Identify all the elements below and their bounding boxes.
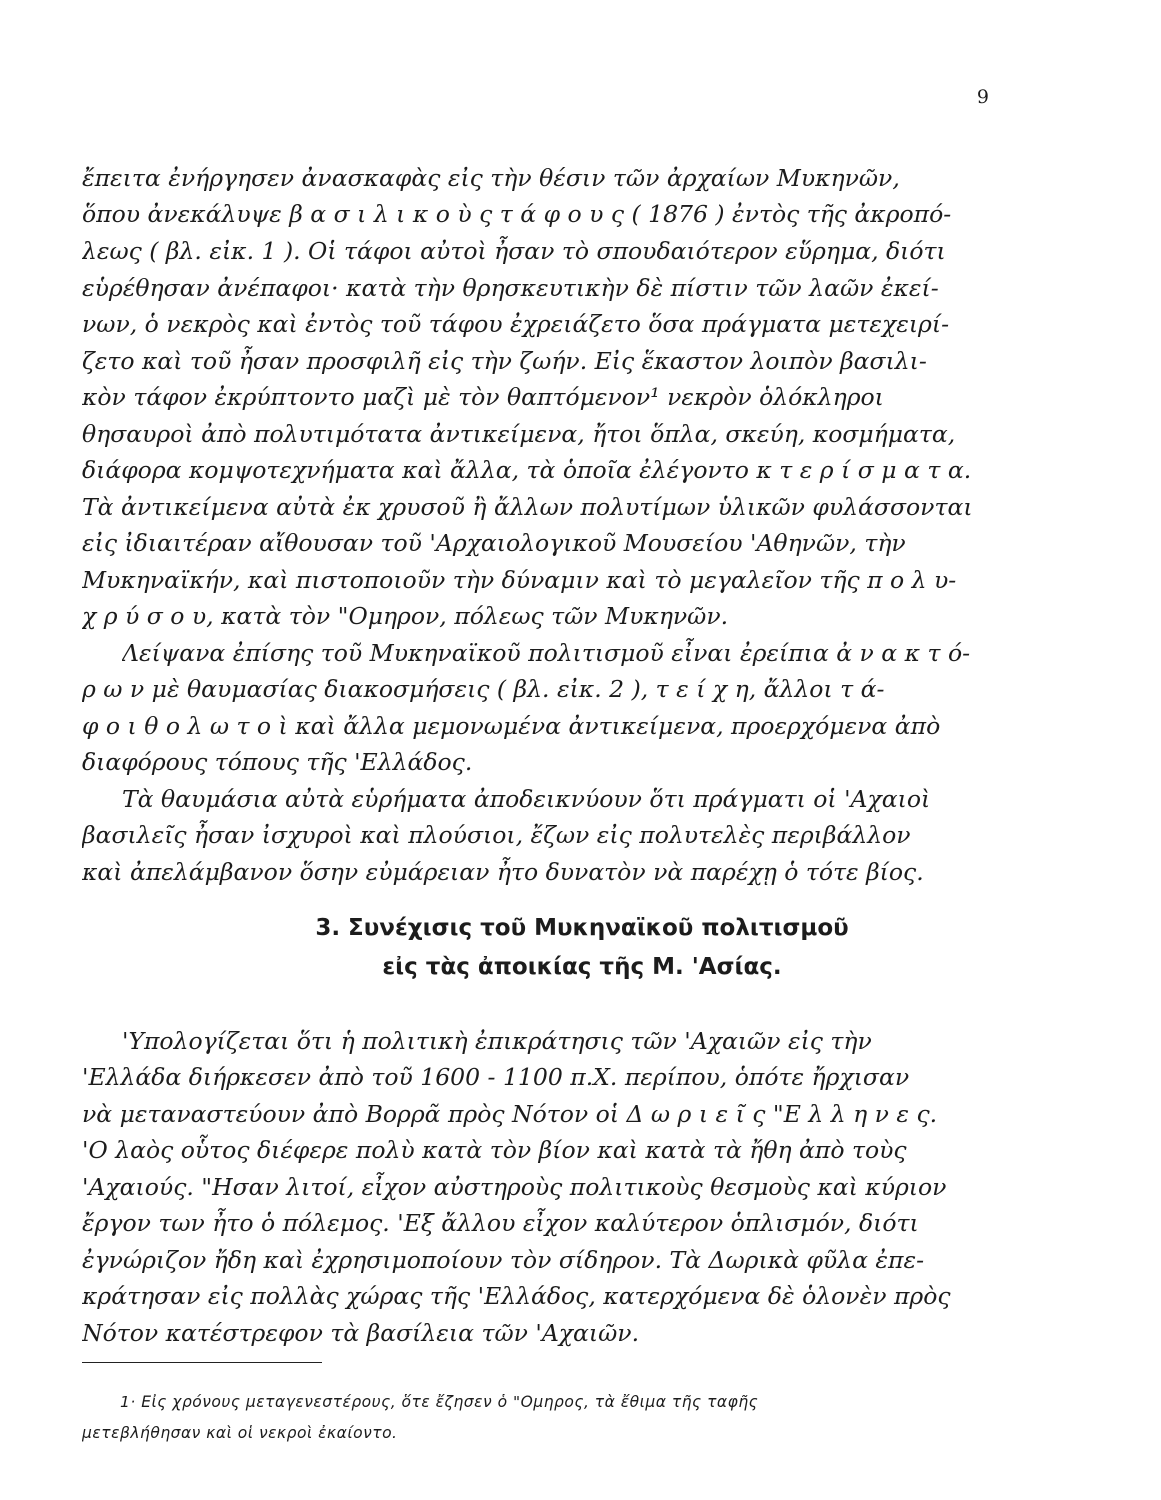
text-line: εἰς ἰδιαιτέραν αἴθουσαν τοῦ 'Αρχαιολογικοῦ Μουσείου 'Αθηνῶν, τὴν [82, 529, 906, 557]
text-line: χ ρ ύ σ ο υ, κατὰ τὸν "Ομηρον, πόλεως τῶν Μυκηνῶν. [82, 602, 729, 630]
text-line: Τὰ ἀντικείμενα αὐτὰ ἐκ χρυσοῦ ἢ ἄλλων πολυτίμων ὑλικῶν φυλάσσονται [82, 493, 973, 521]
text-line: Μυκηναϊκήν, καὶ πιστοποιοῦν τὴν δύναμιν καὶ τὸ μεγαλεῖον τῆς π ο λ υ- [82, 566, 957, 594]
footnote-rule [82, 1362, 322, 1363]
footnote-line: μετεβλήθησαν καὶ οἱ νεκροὶ ἐκαίοντο. [82, 1424, 398, 1442]
text-line: κὸν τάφον ἐκρύπτοντο μαζὶ μὲ τὸν θαπτόμενον¹ νεκρὸν ὁλόκληροι [82, 383, 884, 411]
text-line: 'Υπολογίζεται ὅτι ἡ πολιτικὴ ἐπικράτησις τῶν 'Αχαιῶν εἰς τὴν [122, 1027, 872, 1055]
text-line: Νότον κατέστρεφον τὰ βασίλεια τῶν 'Αχαιῶν. [82, 1319, 640, 1347]
text-line: ἐγνώριζον ἤδη καὶ ἐχρησιμοποίουν τὸν σίδηρον. Τὰ Δωρικὰ φῦλα ἐπε- [82, 1246, 925, 1274]
text-line: 'Ο λαὸς οὗτος διέφερε πολὺ κατὰ τὸν βίον καὶ κατὰ τὰ ἤθη ἀπὸ τοὺς [82, 1136, 907, 1164]
footnote-line: 1· Εἰς χρόνους μεταγενεστέρους, ὅτε ἔζησεν ὁ "Ομηρος, τὰ ἔθιμα τῆς ταφῆς [120, 1393, 759, 1411]
text-line: Τὰ θαυμάσια αὐτὰ εὑρήματα ἀποδεικνύουν ὅτι πράγματι οἱ 'Αχαιοὶ [122, 785, 931, 813]
text-line: λεως ( βλ. εἰκ. 1 ). Οἱ τάφοι αὐτοὶ ἦσαν τὸ σπουδαιότερον εὕρημα, διότι [82, 237, 946, 265]
text-line: θησαυροὶ ἀπὸ πολυτιμότατα ἀντικείμενα, ἤτοι ὅπλα, σκεύη, κοσμήματα, [82, 420, 956, 448]
text-line: ρ ω ν μὲ θαυμασίας διακοσμήσεις ( βλ. εἰκ. 2 ), τ ε ί χ η, ἄλλοι τ ά- [82, 675, 885, 703]
text-line: κράτησαν εἰς πολλὰς χώρας τῆς 'Ελλάδος, κατερχόμενα δὲ ὁλονὲν πρὸς [82, 1282, 951, 1310]
text-line: 'Ελλάδα διήρκεσεν ἀπὸ τοῦ 1600 - 1100 π.Χ. περίπου, ὁπότε ἤρχισαν [82, 1063, 910, 1091]
text-line: διαφόρους τόπους τῆς 'Ελλάδος. [82, 748, 473, 776]
text-line: διάφορα κομψοτεχνήματα καὶ ἄλλα, τὰ ὁποῖα ἐλέγοντο κ τ ε ρ ί σ μ α τ α. [82, 456, 972, 484]
text-line: ὅπου ἀνεκάλυψε β α σ ι λ ι κ ο ὺ ς τ ά φ ο υ ς ( 1876 ) ἐντὸς τῆς ἀκροπό- [82, 200, 952, 228]
text-line: βασιλεῖς ἦσαν ἰσχυροὶ καὶ πλούσιοι, ἔζων εἰς πολυτελὲς περιβάλλον [82, 821, 911, 849]
section-heading: εἰς τὰς ἀποικίας τῆς Μ. 'Ασίας. [382, 954, 782, 980]
text-line: ἔπειτα ἐνήργησεν ἀνασκαφὰς εἰς τὴν θέσιν τῶν ἀρχαίων Μυκηνῶν, [82, 164, 900, 192]
text-line: καὶ ἀπελάμβανον ὅσην εὐμάρειαν ἦτο δυνατὸν νὰ παρέχῃ ὁ τότε βίος. [82, 858, 924, 886]
page-number: 9 [976, 86, 989, 108]
text-line: νὰ μεταναστεύουν ἀπὸ Βορρᾶ πρὸς Νότον οἱ Δ ω ρ ι ε ῖ ς "Ε λ λ η ν ε ς. [82, 1100, 938, 1128]
text-line: εὑρέθησαν ἀνέπαφοι· κατὰ τὴν θρησκευτικὴν δὲ πίστιν τῶν λαῶν ἐκεί- [82, 274, 939, 302]
text-line: ἔργον των ἦτο ὁ πόλεμος. 'Εξ ἄλλου εἶχον καλύτερον ὁπλισμόν, διότι [82, 1209, 919, 1237]
text-line: Λείψανα ἐπίσης τοῦ Μυκηναϊκοῦ πολιτισμοῦ εἶναι ἐρείπια ἀ ν α κ τ ό- [122, 639, 971, 667]
text-line: φ ο ι θ ο λ ω τ ο ὶ καὶ ἄλλα μεμονωμένα ἀντικείμενα, προερχόμενα ἀπὸ [82, 712, 941, 740]
text-line: 'Αχαιούς. "Ησαν λιτοί, εἶχον αὐστηροὺς πολιτικοὺς θεσμοὺς καὶ κύριον [82, 1173, 947, 1201]
section-heading: 3. Συνέχισις τοῦ Μυκηναϊκοῦ πολιτισμοῦ [315, 915, 849, 941]
text-line: ζετο καὶ τοῦ ἦσαν προσφιλῆ εἰς τὴν ζωήν. Εἰς ἕκαστον λοιπὸν βασιλι- [82, 347, 927, 375]
text-line: νων, ὁ νεκρὸς καὶ ἐντὸς τοῦ τάφου ἐχρειάζετο ὅσα πράγματα μετεχειρί- [82, 310, 950, 338]
